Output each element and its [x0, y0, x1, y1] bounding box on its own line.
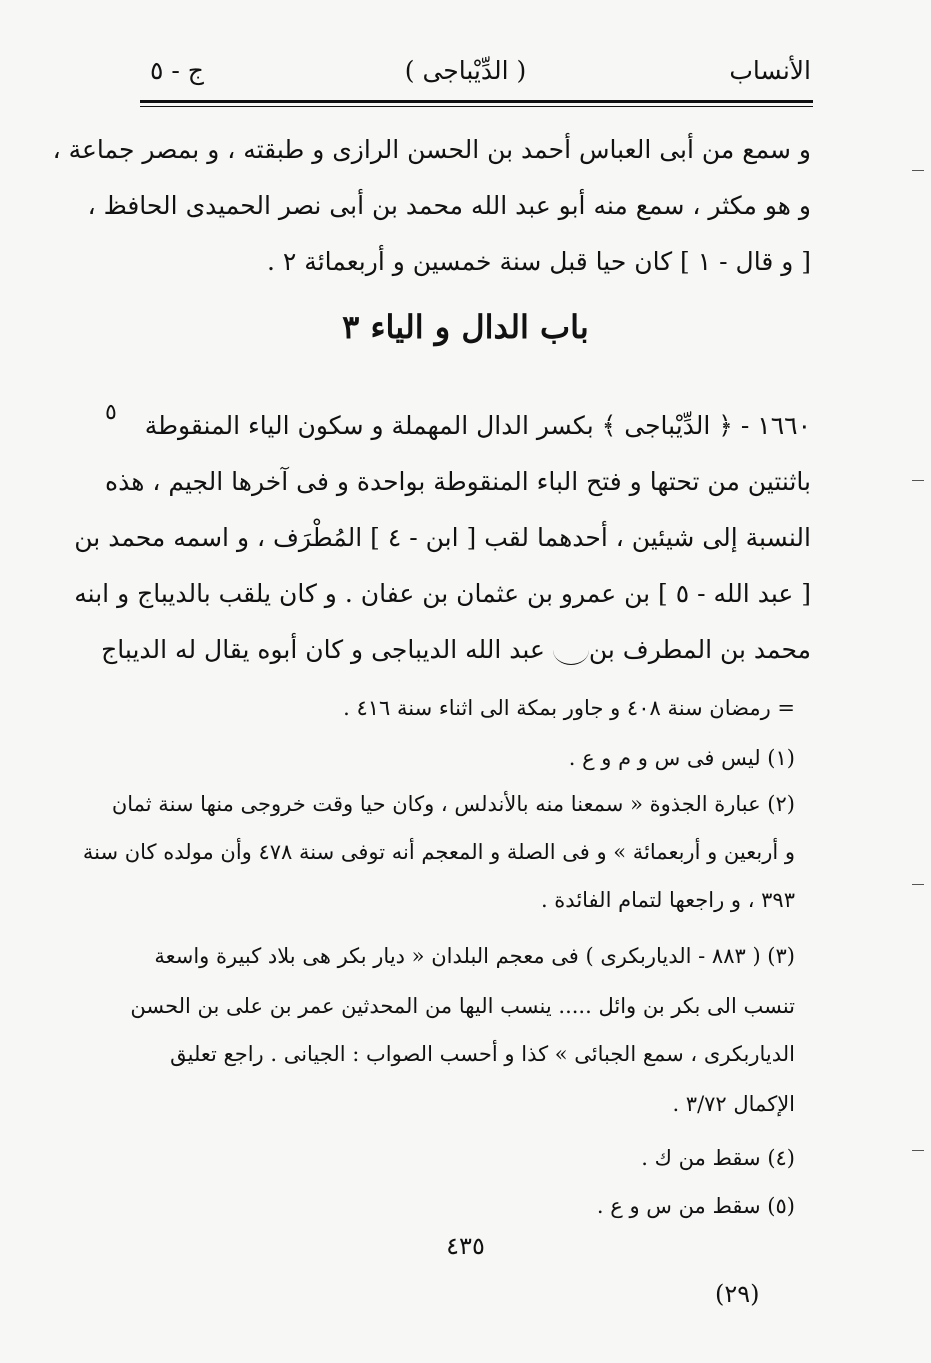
- scan-mark: [912, 480, 924, 481]
- running-title: ( الدِّيْباجى ): [404, 56, 527, 85]
- footnote-continuation: = رمضان سنة ٤٠٨ و جاور بمكة الى اثناء سنة ٤١٦ .: [343, 696, 795, 720]
- footnote-3-line-1: (٣) ( ٨٨٣ - الدياربكرى ) فى معجم البلدان « ديار بكر هى بلاد كبيرة واسعة: [154, 944, 795, 968]
- entry-line-3: النسبة إلى شيئين ، أحدهما لقب [ ابن - ٤ ] المُطْرَف ، و اسمه محمد بن: [74, 523, 811, 552]
- page-number: ٤٣٥: [446, 1232, 485, 1260]
- footnote-2-line-2: و أربعين و أربعمائة » و فى الصلة و المعجم أنه توفى سنة ٤٧٨ وأن مولده كان سنة: [82, 840, 795, 864]
- entry-line-5-start: محمد بن المطرف بن: [588, 635, 811, 664]
- scan-mark: [912, 1150, 924, 1151]
- blank-gap: [553, 635, 589, 665]
- footnote-3-line-4: الإكمال ٣/٧٢ .: [672, 1092, 795, 1116]
- scan-mark: [912, 884, 924, 885]
- margin-line-number: ٥: [105, 400, 117, 425]
- book-title: الأنساب: [729, 56, 811, 85]
- volume-label: ج - ٥: [150, 56, 204, 85]
- entry-line-5-end: عبد الله الديباجى و كان أبوه يقال له الديباج: [101, 635, 545, 664]
- footnote-3-line-2: تنسب الى بكر بن وائل ..... ينسب اليها من المحدثين عمر بن على بن الحسن: [130, 994, 795, 1018]
- footnote-2-line-3: ٣٩٣ ، و راجعها لتمام الفائدة .: [540, 888, 795, 912]
- footnote-5: (٥) سقط من س و ع .: [596, 1194, 795, 1218]
- intro-line-3: [ و قال - ١ ] كان حيا قبل سنة خمسين و أربعمائة ٢ .: [267, 247, 811, 276]
- entry-line-1: ١٦٦٠ - ﴿ الدِّيْباجى ﴾ بكسر الدال المهملة و سكون الياء المنقوطة: [144, 411, 811, 440]
- footnote-4: (٤) سقط من ك .: [641, 1146, 795, 1170]
- header-rule-thin: [140, 106, 813, 107]
- entry-line-5: [101, 624, 811, 676]
- footnote-1: (١) ليس فى س و م و ع .: [568, 746, 795, 770]
- footnote-3-line-3: الدياربكرى ، سمع الجبائى » كذا و أحسب الصواب : الجيانى . راجع تعليق: [170, 1042, 795, 1066]
- section-title: باب الدال و الياء ٣: [342, 308, 589, 346]
- header-rule-thick: [140, 100, 813, 103]
- footnote-2-line-1: (٢) عبارة الجذوة « سمعنا منه بالأندلس ، وكان حيا وقت خروجى منها سنة ثمان: [111, 792, 795, 816]
- entry-line-2: باثنتين من تحتها و فتح الباء المنقوطة بواحدة و فى آخرها الجيم ، هذه: [104, 467, 811, 496]
- intro-line-1: و سمع من أبى العباس أحمد بن الحسن الرازى و طبقته ، و بمصر جماعة ،: [52, 135, 811, 164]
- scan-mark: [912, 170, 924, 171]
- intro-line-2: و هو مكثر ، سمع منه أبو عبد الله محمد بن أبى نصر الحميدى الحافظ ،: [87, 191, 811, 220]
- entry-line-4: [ عبد الله - ٥ ] بن عمرو بن عثمان بن عفان . و كان يلقب بالديباج و ابنه: [74, 579, 811, 608]
- signature-mark: (٢٩): [715, 1280, 760, 1308]
